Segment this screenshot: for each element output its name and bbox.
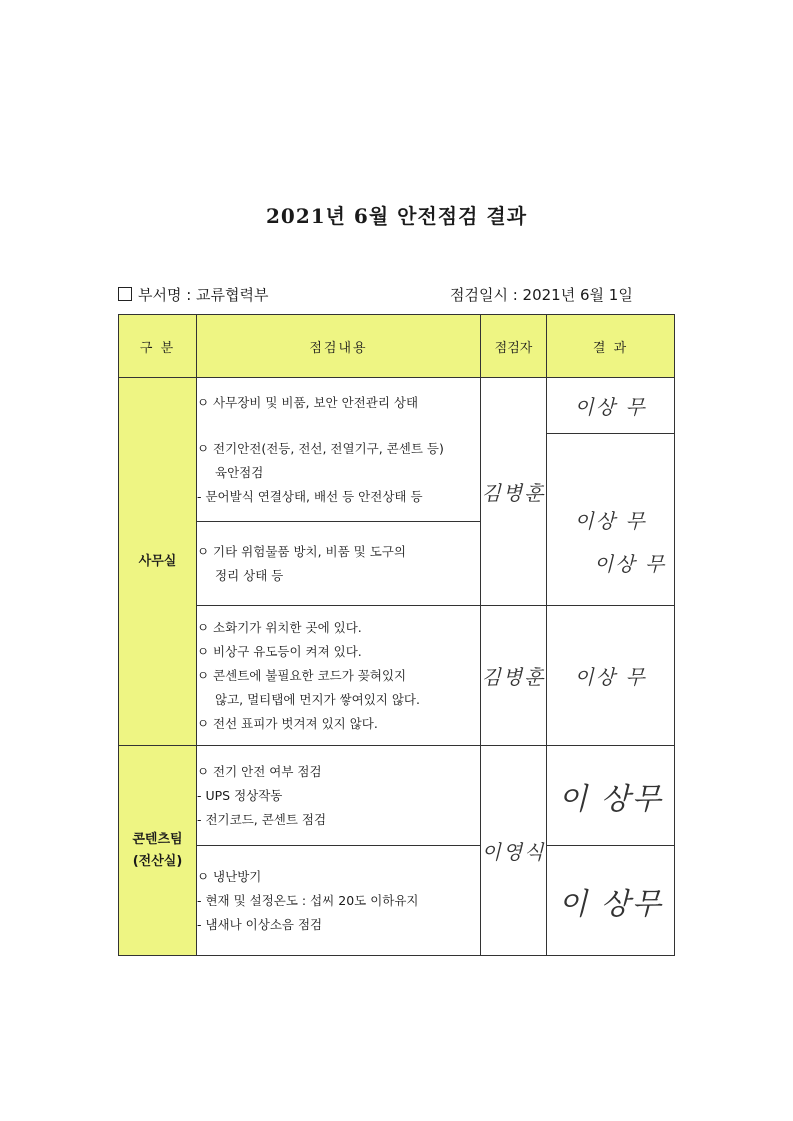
- category-label: 콘텐츠팀: [132, 831, 183, 847]
- category-sublabel: (전산실): [132, 853, 183, 869]
- result-signature: 이상 무: [574, 665, 647, 689]
- inspector-signature: 이영식: [481, 840, 546, 864]
- content-line: 않고, 멀티탭에 먼지가 쌓여있지 않다.: [215, 691, 420, 707]
- department-label: 부서명 : 교류협력부: [138, 286, 269, 304]
- result-signature: 이 상무: [558, 886, 663, 922]
- result-signature: 이 상무: [558, 781, 663, 817]
- category-content-team: [119, 746, 197, 956]
- content-line: ㅇ 비상구 유도등이 켜져 있다.: [197, 643, 362, 659]
- content-line: ㅇ 소화기가 위치한 곳에 있다.: [197, 619, 362, 635]
- cooling-content: [197, 846, 481, 956]
- table-row: [119, 846, 675, 956]
- content-line: ㅇ 전기안전(전등, 전선, 전열기구, 콘센트 등): [197, 440, 444, 456]
- department-line: [118, 284, 269, 305]
- content-line: ㅇ 콘센트에 불필요한 코드가 꽂혀있지: [197, 667, 407, 683]
- table-header-row: [119, 315, 675, 378]
- header-category: 구 분: [119, 315, 197, 378]
- content-line: ㅇ 전기 안전 여부 점검: [197, 763, 322, 779]
- content-line: - UPS 정상작동: [197, 787, 283, 803]
- inspection-date: 점검일시 : 2021년 6월 1일: [450, 286, 633, 304]
- content-line: - 전기코드, 콘센트 점검: [197, 811, 327, 827]
- content-line: - 문어발식 연결상태, 배선 등 안전상태 등: [197, 488, 423, 504]
- header-result: 결 과: [547, 315, 675, 378]
- result-cell: [547, 434, 675, 606]
- header-inspector: 점검자: [481, 315, 547, 378]
- office-content-2: [197, 522, 481, 606]
- table-row: [119, 378, 675, 434]
- result-signature-overlay: 이상 무: [593, 552, 667, 576]
- inspector-cell: [481, 606, 547, 746]
- category-office: 사무실: [119, 378, 197, 746]
- table-row: [119, 746, 675, 846]
- header-content: 점검내용: [197, 315, 481, 378]
- inspector-signature: 김병훈: [481, 481, 546, 505]
- content-line: - 냄새나 이상소음 점검: [197, 916, 323, 932]
- content-line: ㅇ 사무장비 및 비품, 보안 안전관리 상태: [197, 394, 419, 410]
- content-line: ㅇ 냉난방기: [197, 868, 262, 884]
- inspection-table: [118, 314, 675, 956]
- result-cell: [547, 746, 675, 846]
- table-row: [119, 606, 675, 746]
- content-line: 정리 상태 등: [215, 567, 284, 583]
- checkbox-square-icon: [118, 287, 132, 301]
- page-title: 2021년 6월 안전점검 결과: [265, 204, 528, 228]
- result-signature: 이상 무: [574, 509, 647, 533]
- result-cell: [547, 378, 675, 434]
- result-cell: [547, 606, 675, 746]
- content-line: ㅇ 전선 표피가 벗겨져 있지 않다.: [197, 715, 378, 731]
- content-line: ㅇ 기타 위험물품 방치, 비품 및 도구의: [197, 543, 406, 559]
- content-line: - 현재 및 설정온도 : 섭씨 20도 이하유지: [197, 892, 419, 908]
- fire-safety-content: [197, 606, 481, 746]
- office-content-1: [197, 378, 481, 522]
- inspector-cell: [481, 746, 547, 956]
- inspector-cell: [481, 378, 547, 606]
- result-signature: 이상 무: [574, 395, 647, 419]
- content-line: 육안점검: [215, 464, 264, 480]
- server-content: [197, 746, 481, 846]
- result-cell: [547, 846, 675, 956]
- inspector-signature: 김병훈: [481, 665, 546, 689]
